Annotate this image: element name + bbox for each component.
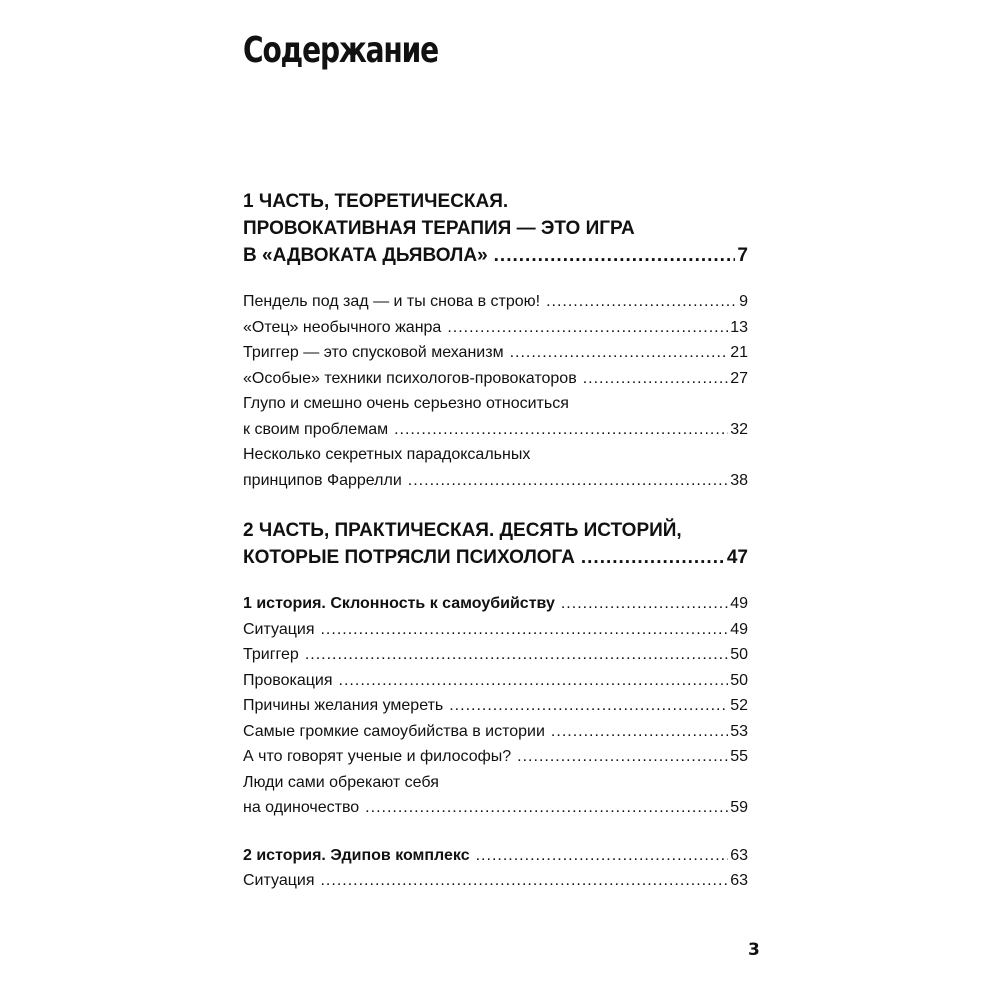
- toc-entry: [243, 770, 748, 821]
- toc-entry: [243, 719, 748, 745]
- toc-part-1-line-2: ПРОВОКАТИВНАЯ ТЕРАПИЯ — ЭТО ИГРА: [243, 218, 635, 239]
- toc-entry-title: А что говорят ученые и философы?: [243, 748, 512, 765]
- toc-entry: [243, 391, 748, 442]
- dot-leader: [449, 693, 728, 719]
- toc-part-2-page: 47: [726, 547, 748, 568]
- toc-part-1-page: 7: [737, 245, 748, 266]
- toc-entry-title: Причины желания умереть: [243, 697, 444, 714]
- toc-entry: [243, 693, 748, 719]
- toc-entry-title: Самые громкие самоубийства в истории: [243, 722, 545, 740]
- toc-part-1-line-1: 1 ЧАСТЬ, ТЕОРЕТИЧЕСКАЯ.: [243, 191, 509, 212]
- toc-entry-page: 52: [730, 697, 748, 714]
- toc-entry-page: 50: [730, 671, 748, 689]
- dot-leader: [546, 289, 737, 315]
- toc-entry: [243, 668, 748, 694]
- table-of-contents: [243, 188, 748, 894]
- toc-entry: [243, 340, 748, 366]
- toc-entry-page: 49: [730, 620, 748, 638]
- toc-entry-title: принципов Фаррелли: [243, 471, 402, 489]
- toc-part-1: [243, 188, 748, 269]
- toc-entry-page: 59: [730, 799, 748, 816]
- dot-leader: [583, 366, 729, 392]
- toc-story-page: 49: [730, 595, 748, 612]
- toc-story-1-heading: [243, 591, 748, 617]
- toc-entry: [243, 442, 748, 493]
- toc-entry-title: Триггер — это спусковой механизм: [243, 344, 504, 361]
- toc-part-2: [243, 517, 748, 571]
- toc-part-2-row: [243, 544, 748, 571]
- toc-entry: [243, 366, 748, 392]
- toc-entry-page: 63: [730, 872, 748, 889]
- dot-leader: [494, 242, 736, 269]
- toc-entry-line: Люди сами обрекают себя: [243, 773, 439, 791]
- toc-entry-page: 13: [730, 318, 748, 336]
- toc-entry: [243, 868, 748, 894]
- toc-entry-title: Триггер: [243, 646, 299, 663]
- dot-leader: [408, 468, 728, 494]
- toc-entry-title: Ситуация: [243, 872, 315, 889]
- toc-entry: [243, 642, 748, 668]
- toc-entry: [243, 744, 748, 770]
- toc-entry-title: на одиночество: [243, 799, 360, 816]
- dot-leader: [339, 668, 729, 694]
- dot-leader: [305, 642, 728, 668]
- dot-leader: [394, 417, 728, 443]
- dot-leader: [581, 544, 725, 571]
- toc-story-page: 63: [730, 846, 748, 864]
- toc-entry-title: Пендель под зад — и ты снова в строю!: [243, 293, 541, 310]
- toc-part-1-title: В «АДВОКАТА ДЬЯВОЛА»: [243, 245, 488, 266]
- toc-part-2-title: КОТОРЫЕ ПОТРЯСЛИ ПСИХОЛОГА: [243, 547, 575, 568]
- dot-leader: [365, 795, 728, 821]
- page-title: Содержание: [243, 30, 439, 71]
- toc-entry-title: «Особые» техники психологов-провокаторов: [243, 369, 577, 387]
- toc-entry-page: 21: [730, 344, 748, 361]
- toc-part-1-row: [243, 242, 748, 269]
- toc-entry-page: 53: [730, 722, 748, 740]
- toc-entry-line: Глупо и смешно очень серьезно относиться: [243, 395, 569, 412]
- toc-entry-line: Несколько секретных парадоксальных: [243, 446, 531, 463]
- toc-entry-page: 38: [730, 471, 748, 489]
- dot-leader: [447, 315, 728, 341]
- toc-entry: [243, 289, 748, 315]
- toc-entry-title: Ситуация: [243, 620, 315, 638]
- toc-story-title: 1 история. Склонность к самоубийству: [243, 595, 555, 612]
- page-number: 3: [748, 940, 760, 960]
- toc-entry-title: «Отец» необычного жанра: [243, 318, 442, 336]
- toc-story-2-heading: [243, 843, 748, 869]
- toc-entry: [243, 617, 748, 643]
- toc-entry-page: 32: [730, 420, 748, 438]
- toc-entry: [243, 315, 748, 341]
- toc-story-title: 2 история. Эдипов комплекс: [243, 846, 470, 864]
- toc-entry-title: к своим проблемам: [243, 420, 389, 438]
- dot-leader: [320, 617, 728, 643]
- dot-leader: [476, 843, 729, 869]
- dot-leader: [510, 340, 729, 366]
- dot-leader: [320, 868, 728, 894]
- toc-entry-page: 9: [739, 293, 748, 310]
- toc-entry-page: 50: [730, 646, 748, 663]
- toc-part-2-line-1: 2 ЧАСТЬ, ПРАКТИЧЕСКАЯ. ДЕСЯТЬ ИСТОРИЙ,: [243, 520, 682, 541]
- dot-leader: [561, 591, 728, 617]
- toc-entry-page: 55: [730, 748, 748, 765]
- toc-entry-title: Провокация: [243, 671, 333, 689]
- dot-leader: [551, 719, 728, 745]
- toc-entry-page: 27: [730, 369, 748, 387]
- dot-leader: [517, 744, 728, 770]
